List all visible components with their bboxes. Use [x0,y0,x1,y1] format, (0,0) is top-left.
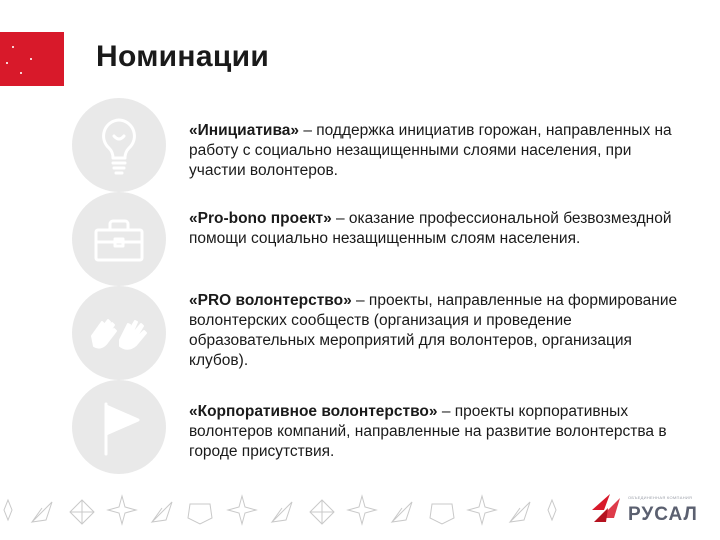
rusal-logo [590,488,700,532]
flag-icon [72,380,166,474]
nomination-item-initiative [189,121,689,181]
red-corner-accent [0,32,64,86]
nomination-description: – поддержка инициатив горожан, направленных на работу с социально незащищенными слоями населения, при участии волонтеров. [189,122,672,179]
nomination-name: «PRO волонтерство» [189,292,352,309]
nomination-name: «Инициатива» [189,122,300,139]
nomination-item-pro-volunteering [189,291,689,371]
nomination-item-pro-bono [189,209,689,249]
nomination-description: – проекты, направленные на формирование волонтерских сообществ (организация и проведение образовательных мероприятий для волонтеров, организация клубов). [189,292,678,369]
logo-wordmark: РУСАЛ [628,504,698,525]
waving-hands-icon [72,286,166,380]
briefcase-icon [72,192,166,286]
lightbulb-icon [72,98,166,192]
nomination-name: «Корпоративное волонтерство» [189,403,438,420]
nomination-name: «Pro-bono проект» [189,210,332,227]
nomination-description: – оказание профессиональной безвозмездной помощи социально незащищенным слоям населения. [189,210,672,247]
nomination-item-corporate [189,402,689,462]
slide-title: Номинации [96,40,270,73]
decorative-pattern [0,490,560,534]
logo-tagline: ОБЪЕДИНЕННАЯ КОМПАНИЯ [628,495,693,500]
nomination-description: – проекты корпоративных волонтеров компаний, направленные на развитие волонтерства в городе присутствия. [189,403,667,460]
